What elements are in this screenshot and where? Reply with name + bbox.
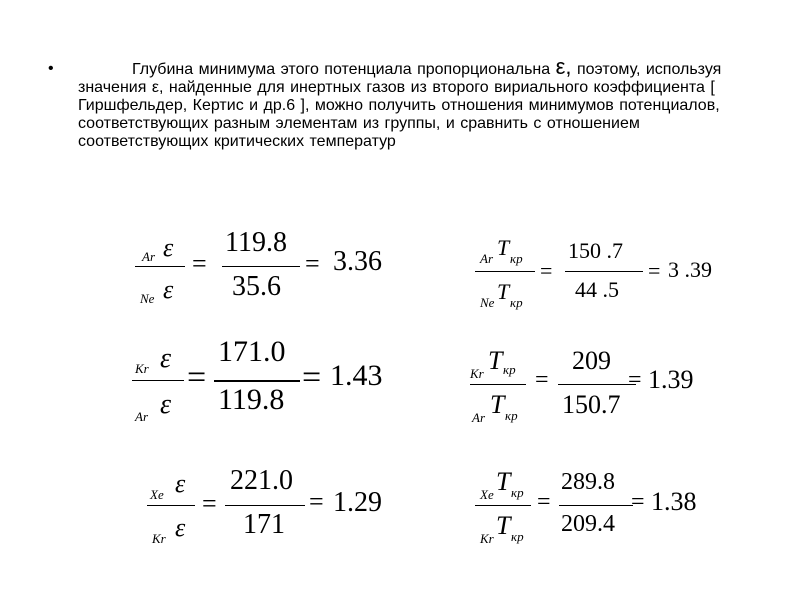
den-symbol: ε bbox=[160, 389, 172, 420]
left-fraction-bar bbox=[147, 505, 195, 506]
fraction-numerator: 289.8 bbox=[561, 469, 615, 495]
paragraph-part1: Глубина минимума этого потенциала пропорциональна bbox=[132, 61, 551, 78]
equals-sign-2: = bbox=[309, 487, 324, 516]
left-fraction-bar bbox=[135, 266, 185, 267]
fraction-denominator: 35.6 bbox=[232, 271, 281, 302]
fraction-numerator: 221.0 bbox=[230, 465, 293, 496]
den-subscript: Ne bbox=[140, 291, 155, 306]
num-subscript: Ar bbox=[480, 251, 493, 266]
den-subscript-kp: кр bbox=[510, 295, 523, 310]
equals-sign-2: = bbox=[302, 359, 322, 396]
result-value: 3 .39 bbox=[668, 257, 712, 282]
equals-sign-1: = bbox=[202, 489, 217, 518]
num-subscript: Kr bbox=[135, 361, 149, 376]
result-value: 1.43 bbox=[330, 359, 383, 392]
equals-sign-1: = bbox=[187, 359, 207, 396]
equation-xe-kr-temperature bbox=[475, 465, 735, 555]
result-value: 3.36 bbox=[333, 246, 382, 277]
num-symbol: ε bbox=[175, 469, 186, 498]
equation-xe-kr-epsilon bbox=[145, 465, 405, 555]
equals-sign-1: = bbox=[537, 489, 551, 515]
fraction-bar bbox=[565, 271, 643, 272]
den-symbol: ε bbox=[175, 513, 186, 542]
den-symbol: T bbox=[497, 279, 510, 304]
result-value: 1.38 bbox=[651, 487, 697, 516]
fraction-denominator: 209.4 bbox=[561, 511, 615, 537]
result-value: 1.39 bbox=[648, 365, 694, 394]
num-subscript-kp: кр bbox=[511, 485, 524, 500]
den-subscript: Ar bbox=[472, 410, 485, 425]
fraction-bar bbox=[225, 505, 305, 506]
num-symbol: T bbox=[497, 235, 510, 260]
paragraph-text bbox=[78, 54, 758, 151]
result-value: 1.29 bbox=[333, 487, 382, 518]
den-subscript: Kr bbox=[152, 531, 166, 546]
equals-sign-1: = bbox=[192, 249, 207, 278]
fraction-bar bbox=[222, 266, 300, 267]
den-symbol: T bbox=[496, 511, 511, 540]
paragraph-part2: поэтому, используя значения ε, найденные для инертных газов из второго вириального коэффициента [ Гиршфельдер, Кертис и др.6 ], можно получить отношения минимумов потенциалов, соответствующих разным элементам из группы, и сравнить с отношением соответствующих критических температур bbox=[78, 61, 722, 150]
num-symbol: T bbox=[488, 346, 503, 375]
fraction-denominator: 150.7 bbox=[562, 390, 621, 419]
paragraph-epsilon: ε, bbox=[555, 54, 572, 79]
left-fraction-bar bbox=[475, 505, 531, 506]
equals-sign-1: = bbox=[535, 367, 549, 393]
num-symbol: ε bbox=[163, 233, 174, 262]
den-symbol: ε bbox=[163, 275, 174, 304]
num-subscript: Ar bbox=[142, 249, 155, 264]
num-symbol: ε bbox=[160, 343, 172, 374]
fraction-denominator: 44 .5 bbox=[575, 277, 619, 302]
left-fraction-bar bbox=[132, 380, 184, 381]
num-symbol: T bbox=[496, 467, 511, 496]
num-subscript-kp: кр bbox=[510, 251, 523, 266]
equals-sign-2: = bbox=[648, 258, 661, 283]
fraction-numerator: 171.0 bbox=[218, 335, 286, 368]
den-subscript-kp: кр bbox=[505, 408, 518, 423]
bullet-marker: • bbox=[48, 60, 54, 77]
num-subscript-kp: кр bbox=[503, 362, 516, 377]
fraction-numerator: 119.8 bbox=[225, 227, 287, 258]
den-subscript: Ne bbox=[480, 295, 495, 310]
fraction-bar bbox=[214, 380, 300, 382]
den-subscript-kp: кр bbox=[511, 529, 524, 544]
equals-sign-1: = bbox=[540, 258, 553, 283]
fraction-numerator: 150 .7 bbox=[568, 238, 623, 263]
left-fraction-bar bbox=[475, 271, 535, 272]
num-subscript: Xe bbox=[150, 487, 164, 502]
fraction-bar bbox=[559, 505, 633, 506]
fraction-denominator: 171 bbox=[243, 509, 285, 540]
equation-ar-ne-epsilon bbox=[130, 225, 400, 305]
fraction-numerator: 209 bbox=[572, 346, 611, 375]
equation-kr-ar-temperature bbox=[470, 340, 730, 435]
fraction-bar bbox=[558, 384, 636, 385]
fraction-denominator: 119.8 bbox=[218, 383, 285, 416]
equals-sign-2: = bbox=[628, 367, 642, 393]
equation-ar-ne-temperature bbox=[470, 225, 730, 315]
num-subscript: Kr bbox=[470, 366, 484, 381]
left-fraction-bar bbox=[470, 384, 526, 385]
num-subscript: Xe bbox=[480, 487, 494, 502]
equals-sign-2: = bbox=[631, 489, 645, 515]
den-symbol: T bbox=[490, 390, 505, 419]
den-subscript: Ar bbox=[135, 409, 148, 424]
equals-sign-2: = bbox=[305, 249, 320, 278]
equation-kr-ar-epsilon bbox=[130, 335, 400, 430]
den-subscript: Kr bbox=[480, 531, 494, 546]
